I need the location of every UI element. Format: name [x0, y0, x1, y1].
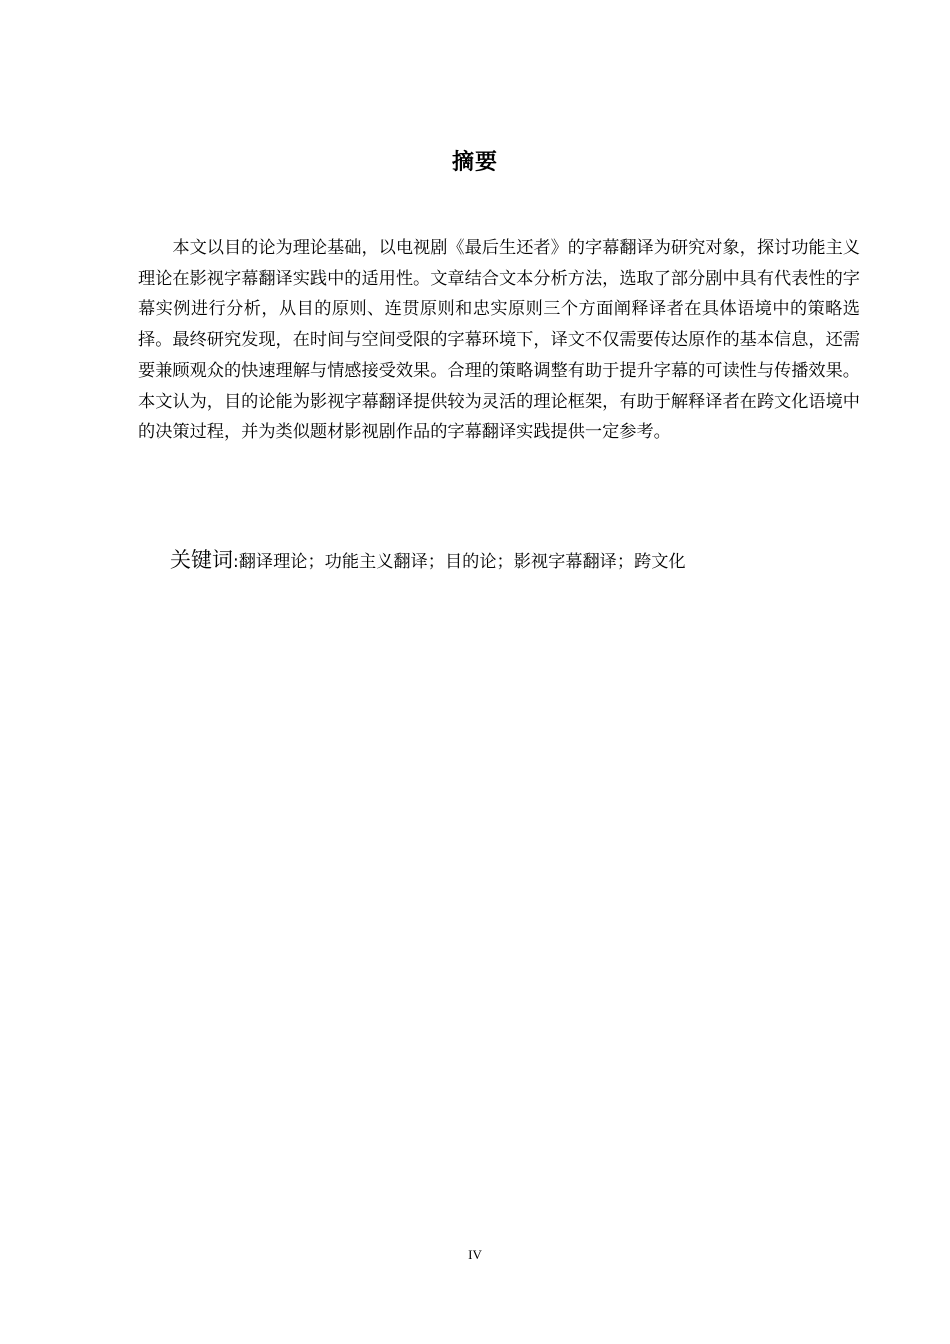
- page-title: 摘要: [451, 150, 498, 175]
- page-number: IV: [468, 1247, 482, 1262]
- keywords-label: 关键词: [170, 548, 233, 572]
- keywords-line: [170, 544, 860, 578]
- keywords-text: 翻译理论；功能主义翻译；目的论；影视字幕翻译；跨文化: [238, 552, 686, 572]
- keywords-colon: :: [233, 552, 239, 572]
- abstract-paragraph: 本文以目的论为理论基础，以电视剧《最后生还者》的字幕翻译为研究对象，探讨功能主义理论在影视字幕翻译实践中的适用性。文章结合文本分析方法，选取了部分剧中具有代表性的字幕实例进行分析，从目的原则、连贯原则和忠实原则三个方面阐释译者在具体语境中的策略选择。最终研究发现，在时间与空间受限的字幕环境下，译文不仅需要传达原作的基本信息，还需要兼顾观众的快速理解与情感接受效果。合理的策略调整有助于提升字幕的可读性与传播效果。本文认为，目的论能为影视字幕翻译提供较为灵活的理论框架，有助于解释译者在跨文化语境中的决策过程，并为类似题材影视剧作品的字幕翻译实践提供一定参考。: [138, 238, 860, 443]
